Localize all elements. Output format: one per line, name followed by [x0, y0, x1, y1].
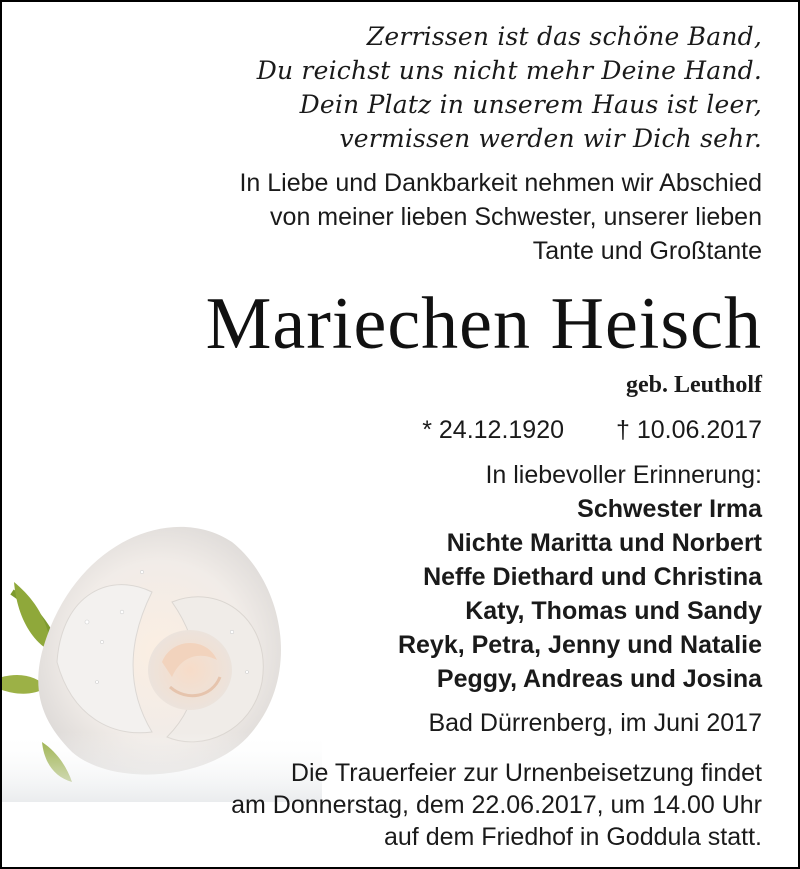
poem-line: Du reichst uns nicht mehr Deine Hand.	[256, 56, 762, 85]
mourner-entry: Neffe Diethard und Christina	[423, 563, 762, 591]
mourners-list	[398, 492, 762, 696]
death-date: † 10.06.2017	[616, 416, 762, 444]
mourner-entry: Schwester Irma	[577, 495, 762, 523]
mourner-entry: Nichte Maritta und Norbert	[446, 529, 762, 557]
funeral-service-info	[231, 757, 762, 853]
life-dates	[422, 414, 762, 446]
poem-verse	[257, 20, 762, 156]
poem-line: Zerrissen ist das schöne Band,	[366, 22, 762, 51]
memory-heading: In liebevoller Erinnerung:	[485, 461, 762, 489]
mourner-entry: Peggy, Andreas und Josina	[436, 665, 762, 693]
mourner-entry: Katy, Thomas und Sandy	[465, 597, 762, 625]
poem-line: Dein Platz in unserem Haus ist leer,	[299, 90, 762, 119]
service-line: auf dem Friedhof in Goddula statt.	[384, 823, 762, 851]
place-and-date: Bad Dürrenberg, im Juni 2017	[428, 709, 762, 737]
farewell-line: In Liebe und Dankbarkeit nehmen wir Abschied	[239, 169, 762, 197]
service-line: Die Trauerfeier zur Urnenbeisetzung findet	[290, 759, 762, 787]
deceased-name: Mariechen Heisch	[205, 283, 762, 365]
farewell-line: Tante und Großtante	[532, 237, 762, 265]
farewell-text	[239, 166, 762, 268]
mourner-entry: Reyk, Petra, Jenny und Natalie	[397, 631, 762, 659]
birth-name: geb. Leutholf	[625, 372, 762, 398]
farewell-line: von meiner lieben Schwester, unserer lieben	[270, 203, 762, 231]
poem-line: vermissen werden wir Dich sehr.	[339, 124, 762, 153]
service-line: am Donnerstag, dem 22.06.2017, um 14.00 Uhr	[231, 791, 762, 819]
birth-date: * 24.12.1920	[422, 416, 565, 444]
